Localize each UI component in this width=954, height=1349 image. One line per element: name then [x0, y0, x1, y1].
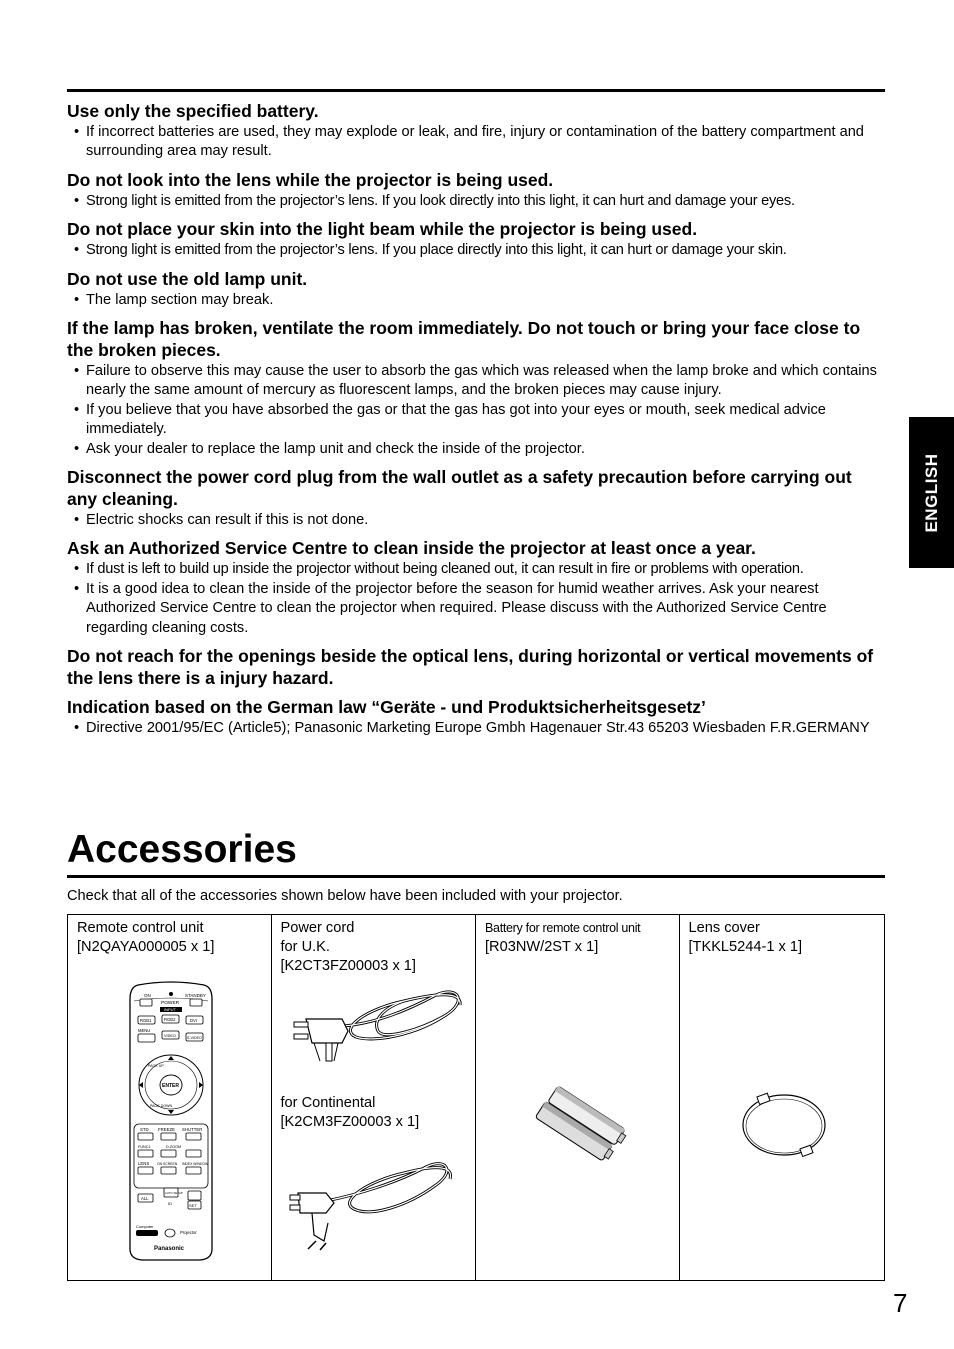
section-lens	[67, 169, 885, 211]
section-heading: Do not look into the lens while the projector is being used.	[67, 169, 554, 190]
section-broken-lamp	[67, 317, 885, 459]
page-down-label: PAGE DOWN	[150, 1104, 173, 1108]
section-openings	[67, 645, 885, 689]
std-label: STD	[140, 1127, 149, 1132]
set-label: SET	[189, 1203, 197, 1208]
bullet: • If dust is left to build up inside the projector without being cleaned out, it can result in fire or problems with operation.	[67, 560, 885, 579]
battery-illustration	[516, 1083, 641, 1168]
page-title: Accessories	[67, 828, 297, 871]
accessory-variant: for U.K.	[280, 939, 330, 956]
section-disconnect	[67, 466, 885, 530]
language-tab	[909, 417, 954, 568]
section-heading: Do not place your skin into the light beam while the projector is being used.	[67, 219, 698, 240]
lens-cover-illustration	[738, 1091, 834, 1163]
dzoom-label: D.ZOOM	[166, 1145, 182, 1149]
auto-setup-label: AUTO SETUP	[165, 1191, 183, 1195]
accessory-remote	[68, 915, 272, 1280]
std-button[interactable]	[138, 1133, 153, 1140]
accessory-name: Lens cover	[688, 920, 760, 936]
mode-switch[interactable]	[165, 1229, 175, 1237]
projector-label: Projector	[180, 1230, 197, 1235]
page-up-label: PAGE UP	[148, 1064, 164, 1068]
func1-label: FUNC1	[138, 1145, 151, 1149]
standby-label: STANDBY	[185, 993, 206, 998]
index-window-button[interactable]	[186, 1167, 201, 1174]
accessory-lens-cover	[680, 915, 885, 1280]
accessories-intro: Check that all of the accessories shown below have been included with your projector.	[67, 888, 623, 904]
accessory-battery	[476, 915, 680, 1280]
section-german-law	[67, 696, 885, 738]
menu-button[interactable]	[138, 1034, 155, 1042]
accessory-name: Remote control unit	[77, 920, 204, 936]
uk-power-cord-illustration	[286, 981, 466, 1079]
func1-button[interactable]	[138, 1150, 153, 1157]
index-window-label: INDEX WINDOW	[182, 1162, 209, 1166]
page-number: 7	[893, 1288, 908, 1318]
section-heading: If the lamp has broken, ventilate the room immediately. Do not touch or bring your face close to the broken pieces.	[67, 318, 861, 361]
section-skin	[67, 218, 885, 260]
section-heading: Indication based on the German law “Geräte - und Produktsicherheitsgesetz’	[67, 697, 706, 718]
bullet: • Failure to observe this may cause the user to absorb the gas which was released when the lamp broke and which contains nearly the same amount of mercury as fluorescent lamps, and the broken pieces may cause injury.	[67, 362, 885, 401]
section-heading: Ask an Authorized Service Centre to clean inside the projector at least once a year.	[67, 538, 756, 559]
accessory-part: [TKKL5244-1 x 1]	[688, 939, 803, 956]
accessories-table	[67, 914, 885, 1281]
shutter-label: SHUTTER	[182, 1127, 203, 1132]
shutter-button[interactable]	[186, 1133, 201, 1140]
section-battery	[67, 100, 885, 162]
enter-label: ENTER	[162, 1083, 179, 1089]
on-button[interactable]	[140, 999, 152, 1006]
id-label: ID	[168, 1201, 172, 1206]
accessory-variant: for Continental	[280, 1095, 376, 1111]
menu-label: MENU	[138, 1028, 151, 1033]
bullet: • If you believe that you have absorbed the gas or that the gas has got into your eyes or mouth, seek medical advice immediately.	[67, 401, 885, 440]
a-button[interactable]	[188, 1191, 201, 1200]
top-rule	[67, 89, 885, 92]
accessory-name: Power cord	[280, 920, 355, 936]
accessory-part: [N2QAYA000005 x 1]	[77, 939, 215, 956]
accessory-part: [R03NW/2ST x 1]	[485, 939, 599, 956]
title-rule	[67, 875, 885, 878]
accessory-power-cord	[272, 915, 477, 1280]
bullet: • Strong light is emitted from the projector’s lens. If you place directly into this light, it can hurt or damage your skin.	[67, 241, 885, 260]
section-heading: Do not use the old lamp unit.	[67, 268, 308, 289]
continental-power-cord-illustration	[286, 1151, 466, 1251]
variant-continental	[281, 1094, 420, 1132]
section-heading: Do not reach for the openings beside the optical lens, during horizontal or vertical movements of the lens there is a injury hazard.	[67, 646, 874, 689]
bullet: • If incorrect batteries are used, they may explode or leak, and fire, injury or contamination of the battery compartment and surrounding area may result.	[67, 123, 885, 162]
power-label: POWER	[161, 1001, 180, 1006]
accessory-part: [K2CM3FZ00003 x 1]	[280, 1114, 420, 1131]
on-screen-button[interactable]	[161, 1167, 176, 1174]
remote-control-illustration	[128, 981, 214, 1263]
bullet: • Ask your dealer to replace the lamp unit and check the inside of the projector.	[67, 440, 885, 459]
accessory-part: [K2CT3FZ00003 x 1]	[280, 958, 416, 975]
bullet: • It is a good idea to clean the inside of the projector before the season for humid weather arrives. Ask your nearest Authorized Service Centre to clean the projector when required. Please discuss with the Authorized Service Centre regarding cleaning costs.	[67, 580, 885, 638]
lens-label: LENS	[138, 1161, 150, 1166]
bullet: • Directive 2001/95/EC (Article5); Panasonic Marketing Europe Gmbh Hagenauer Str.43 65203 Wiesbaden F.R.GERMANY	[67, 719, 885, 738]
freeze-label: FREEZE	[158, 1127, 175, 1132]
zoom-out-button[interactable]	[161, 1150, 176, 1157]
dvi-label: DVI	[190, 1018, 197, 1023]
language-tab-label: ENGLISH	[921, 452, 941, 533]
lens-button[interactable]	[138, 1167, 153, 1174]
all-label: ALL	[141, 1196, 149, 1201]
accessory-name: Battery for remote control unit	[485, 921, 641, 935]
on-label: ON	[144, 993, 151, 998]
computer-label: Computer	[136, 1224, 154, 1229]
brand-logo: Panasonic	[154, 1246, 185, 1252]
bullet: • Strong light is emitted from the projector’s lens. If you look directly into this light, it can hurt and damage your eyes.	[67, 192, 885, 211]
section-heading: Disconnect the power cord plug from the wall outlet as a safety precaution before carrying out any cleaning.	[67, 467, 852, 510]
section-service	[67, 537, 885, 638]
freeze-button[interactable]	[161, 1133, 176, 1140]
svideo-label: S-VIDEO	[187, 1036, 202, 1040]
rgb2-label: RGB2	[164, 1017, 176, 1022]
standby-button[interactable]	[190, 999, 202, 1006]
section-heading: Use only the specified battery.	[67, 101, 319, 121]
zoom-in-button[interactable]	[186, 1150, 201, 1157]
video-label: VIDEO	[164, 1034, 176, 1038]
on-screen-label: ON SCREEN	[157, 1162, 178, 1166]
safety-notes	[67, 100, 885, 746]
rgb1-label: RGB1	[140, 1018, 152, 1023]
bullet: • Electric shocks can result if this is not done.	[67, 511, 885, 530]
bullet: • The lamp section may break.	[67, 291, 885, 310]
section-old-lamp	[67, 268, 885, 310]
input-label: INPUT	[164, 1007, 176, 1012]
